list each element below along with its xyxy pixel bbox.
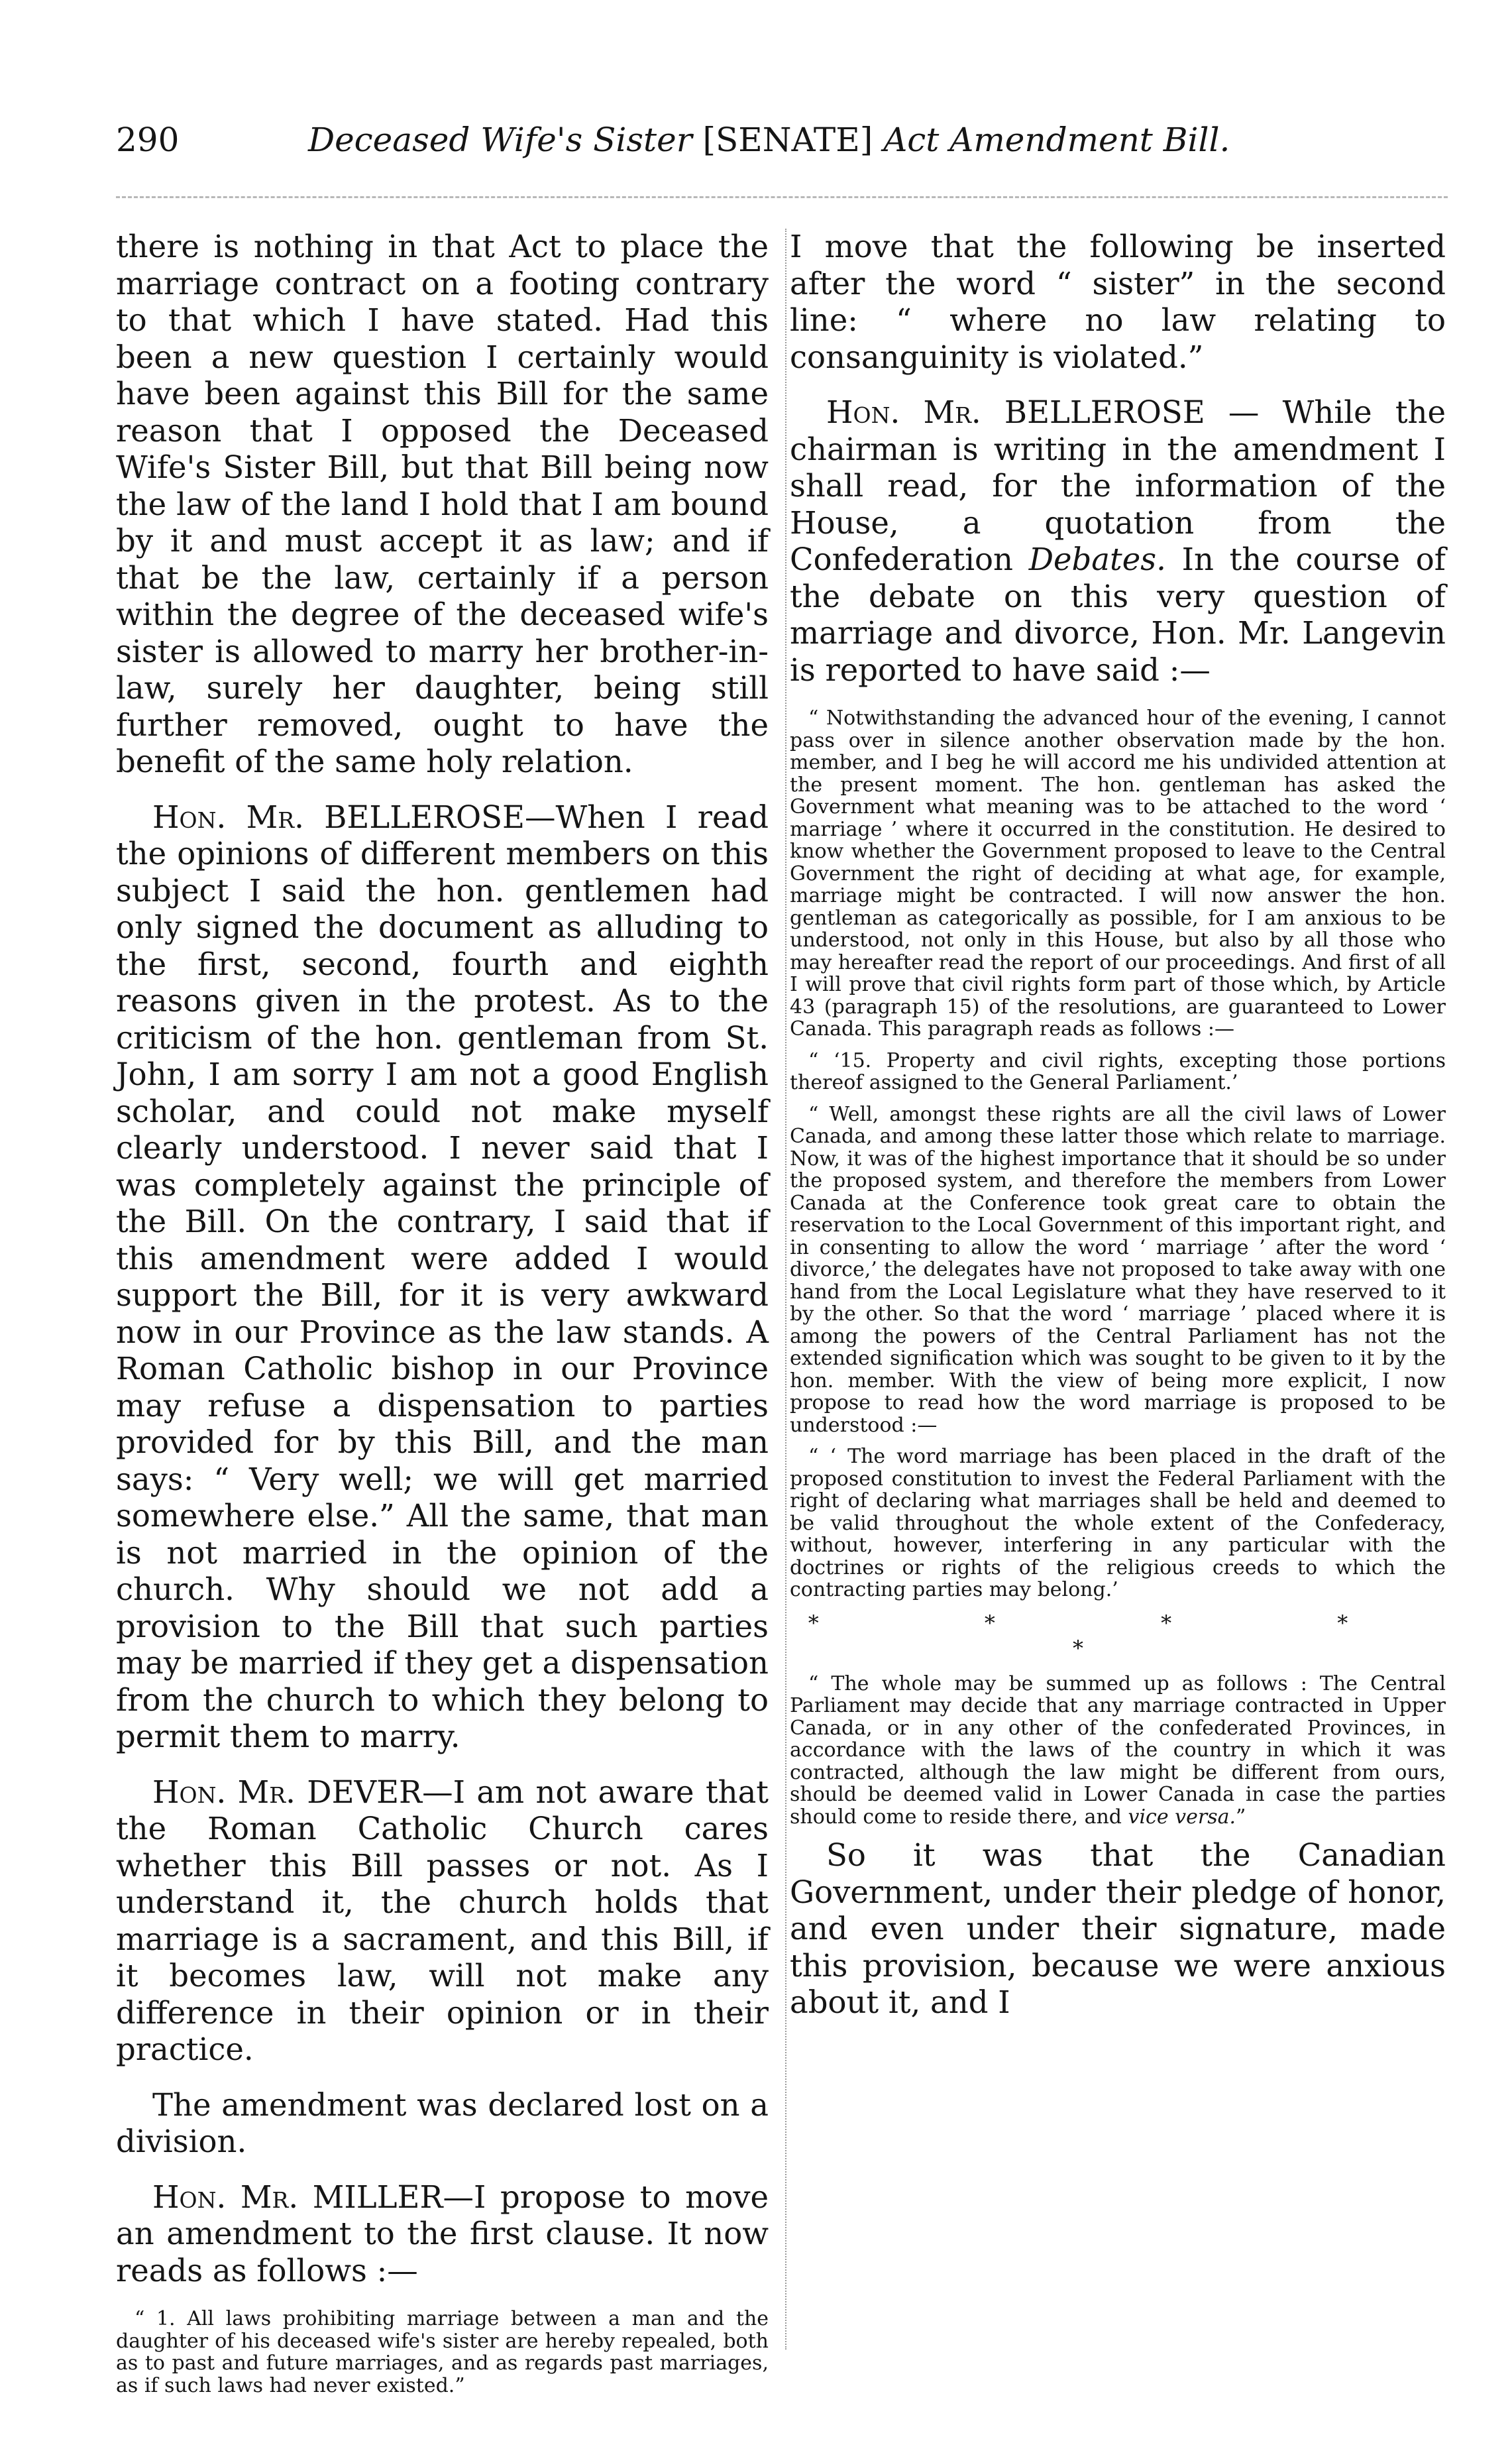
paragraph-conclusion: So it was that the Canadian Government, under their pledge of honor, and even under their signature, made this provision, because we were anxious about it, and I	[790, 1837, 1446, 2020]
speaker-name: Hon. Mr. DEVER	[152, 1774, 423, 1810]
procedural-note: The amendment was declared lost on a division.	[116, 2086, 769, 2159]
speaker-name: Hon. Mr. BELLEROSE	[152, 799, 525, 835]
left-column	[116, 229, 769, 2406]
running-title	[308, 116, 1230, 164]
paragraph-motion: I move that the following be inserted after the word “ sister” in the second line: “ where no law relating to consanguinity is violated.”	[790, 229, 1446, 375]
speech-miller	[116, 2179, 769, 2290]
speech-bellerose	[116, 799, 769, 1756]
quoted-clause: “ 1. All laws prohibiting marriage between a man and the daughter of his deceased wife's sister are hereby repealed, both as to past and future marriages, and as regards past marriages, as if such laws had never existed.”	[116, 2307, 769, 2397]
column-divider	[785, 229, 786, 2350]
quote-close: ”	[1236, 1805, 1246, 1829]
title-part-2: Act Amendment Bill.	[883, 121, 1230, 159]
speech-text: In the course of the debate on this very question of marriage and divorce, Hon. Mr. Langevin is reported to have said :—	[790, 541, 1446, 688]
quote-langevin-2: “ ‘15. Property and civil rights, excepting those portions thereof assigned to the General Parliament.’	[790, 1049, 1446, 1094]
quote-langevin-5	[790, 1673, 1446, 1829]
speaker-name: Hon. Mr. BELLEROSE	[826, 394, 1205, 430]
speech-text: — While the chairman is writing in the amendment I shall read, for the information of the House, a quotation from the Confederation	[790, 394, 1446, 577]
paragraph-continuation: there is nothing in that Act to place the marriage contract on a footing contrary to that which I have stated. Had this been a new question I certainly would have been against this Bill for the same reason that I opposed the Deceased Wife's Sister Bill, but that Bill being now the law of the land I hold that I am bound by it and must accept it as law; and if that be the law, certainly if a person within the degree of the deceased wife's sister is allowed to marry her brother-in-law, surely her daughter, being still further removed, ought to have the benefit of the same holy relation.	[116, 229, 769, 779]
speech-text: —I propose to move an amendment to the first clause. It now reads as follows :—	[116, 2179, 769, 2289]
right-column	[790, 229, 1446, 2040]
quote-langevin-3: “ Well, amongst these rights are all the civil laws of Lower Canada, and among these latter those which relate to marriage. Now, it was of the highest importance that it should be so under the proposed system, and therefore the members from Lower Canada at the Conference took great care to obtain the reservation to the Local Government of this important right, and in consenting to allow the word ‘ marriage ’ after the word ‘ divorce,’ the delegates have not proposed to take away with one hand from the Local Legislature what they have reserved to it by the other. So that the word ‘ marriage ’ placed where it is among the powers of the Central Parliament has not the extended signification which was sought to be given to it by the hon. member. With the view of being more explicit, I now propose to read how the word marriage is proposed to be understood :—	[790, 1102, 1446, 1437]
speech-italic: Debates.	[1028, 541, 1166, 577]
speech-dever	[116, 1774, 769, 2069]
speech-text: —When I read the opinions of different members on this subject I said the hon. gentlemen had only signed the document as alluding to the first, second, fourth and eighth reasons given in the protest. As to the criticism of the hon. gentleman from St. John, I am sorry I am not a good English scholar, and could not make myself clearly understood. I never said that I was completely against the principle of the Bill. On the contrary, I said that if this amendment were added I would support the Bill, for it is very awkward now in our Province as the law stands. A Roman Catholic bishop in our Province may refuse a dispensation to parties provided for by this Bill, and the man says: “ Very well; we will get married somewhere else.” All the same, that man is not married in the opinion of the church. Why should we not add a provision to the Bill that such parties may be married if they get a dispensation from the church to which they belong to permit them to marry.	[116, 799, 769, 1754]
quote-langevin-1: “ Notwithstanding the advanced hour of the evening, I cannot pass over in silence another observation made by the hon. member, and I beg he will accord me his undivided attention at the present moment. The hon. gentleman has asked the Government what meaning was to be attached to the word ‘ marriage ’ where it occurred in the constitution. He desired to know whether the Government proposed to leave to the Central Government the right of deciding at what age, for example, marriage might be contracted. I will now answer the hon. gentleman as categorically as possible, for I am anxious to be understood, not only in this House, but also by all those who may hereafter read the report of our proceedings. And first of all I will prove that civil rights form part of those which, by Article 43 (paragraph 15) of the resolutions, are guaranteed to Lower Canada. This paragraph reads as follows :—	[790, 707, 1446, 1041]
running-header	[116, 116, 1230, 164]
header-rule	[116, 196, 1448, 198]
page-number: 290	[116, 121, 180, 159]
quote-langevin-4: “ ‘ The word marriage has been placed in the draft of the proposed constitution to invest the Federal Parliament with the right of declaring what marriages shall be held and deemed to be valid throughout the whole extent of the Confederacy, without, however, interfering in any particular with the doctrines or rights of the religious creeds to which the contracting parties may belong.’	[790, 1445, 1446, 1601]
quote-text: “ The whole may be summed up as follows : The Central Parliament may decide that any marriage contracted in Upper Canada, or in any other of the confederated Provinces, in accordance with the laws of the country in which it was contracted, although the law might be different from ours, should be deemed valid in Lower Canada in case the parties should come to reside there, and	[790, 1672, 1446, 1829]
title-part-1: Deceased Wife's Sister	[308, 121, 692, 159]
quote-italic: vice versa.	[1128, 1805, 1236, 1829]
house-label: [SENATE]	[702, 121, 873, 159]
ellipsis-stars: * * * * *	[808, 1610, 1428, 1661]
speech-text: —I am not aware that the Roman Catholic Church cares whether this Bill passes or not. As I understand it, the church holds that marriage is a sacrament, and this Bill, if it becomes law, will not make any difference in their opinion or in their practice.	[116, 1774, 769, 2067]
speaker-name: Hon. Mr. MILLER	[152, 2179, 443, 2215]
speech-bellerose-2	[790, 394, 1446, 689]
